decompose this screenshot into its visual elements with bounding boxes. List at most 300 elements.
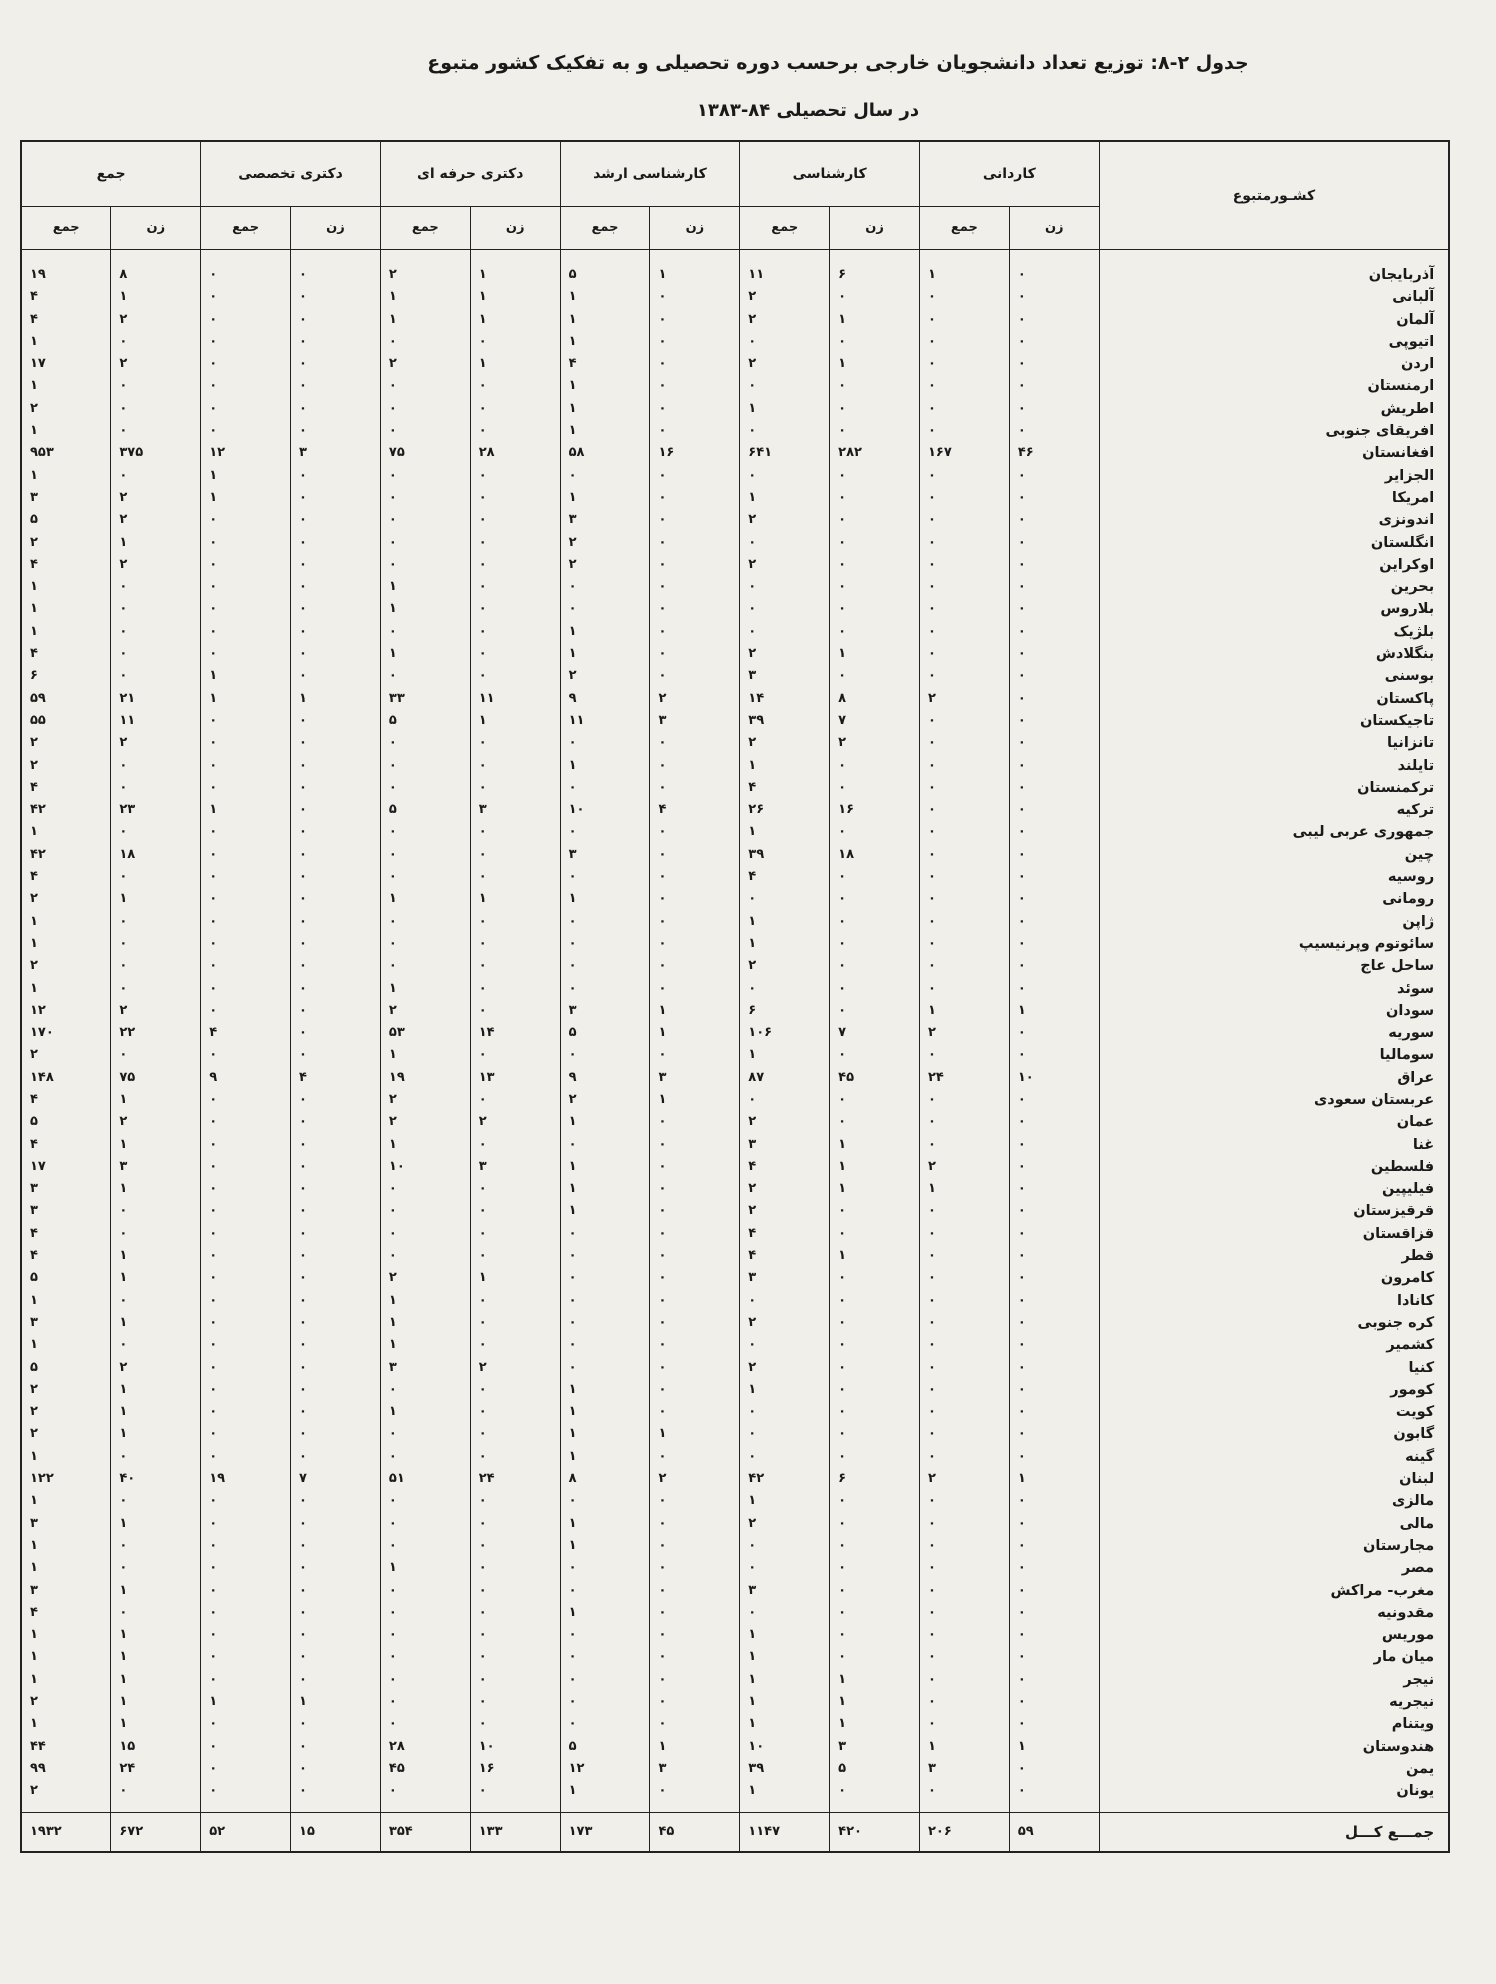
value-cell: ۱ — [560, 1602, 650, 1624]
value-cell: ۰ — [1009, 888, 1099, 910]
value-cell: ۰ — [650, 375, 740, 397]
value-cell: ۱ — [470, 353, 560, 375]
value-cell: ۰ — [291, 732, 381, 754]
total-cell: ۱۱۴۷ — [740, 1813, 830, 1853]
value-cell: ۰ — [830, 1557, 920, 1579]
value-cell: ۰ — [291, 598, 381, 620]
value-cell: ۰ — [470, 1780, 560, 1813]
value-cell: ۰ — [560, 1580, 650, 1602]
value-cell: ۰ — [650, 866, 740, 888]
value-cell: ۳ — [740, 1580, 830, 1602]
value-cell: ۰ — [201, 250, 291, 287]
value-cell: ۶۴۱ — [740, 442, 830, 464]
value-cell: ۲ — [21, 1423, 111, 1445]
value-cell: ۰ — [291, 621, 381, 643]
value-cell: ۰ — [380, 331, 470, 353]
country-name: مصر — [1099, 1557, 1449, 1579]
value-cell: ۰ — [111, 1535, 201, 1557]
value-cell: ۰ — [650, 1490, 740, 1512]
value-cell: ۳ — [291, 442, 381, 464]
table-row — [21, 1557, 1449, 1579]
value-cell: ۰ — [830, 554, 920, 576]
value-cell: ۵ — [21, 1111, 111, 1133]
value-cell: ۰ — [1009, 688, 1099, 710]
value-cell: ۱ — [380, 643, 470, 665]
value-cell: ۰ — [470, 866, 560, 888]
table-row — [21, 1646, 1449, 1668]
value-cell: ۰ — [470, 1134, 560, 1156]
value-cell: ۰ — [380, 1513, 470, 1535]
value-cell: ۰ — [1009, 554, 1099, 576]
country-name: ژاپن — [1099, 911, 1449, 933]
value-cell: ۲ — [919, 1468, 1009, 1490]
value-cell: ۲ — [740, 1357, 830, 1379]
value-cell: ۰ — [111, 1334, 201, 1356]
value-cell: ۰ — [201, 866, 291, 888]
value-cell: ۲ — [919, 1156, 1009, 1178]
value-cell: ۰ — [201, 1602, 291, 1624]
table-row — [21, 643, 1449, 665]
value-cell: ۱۸ — [111, 844, 201, 866]
value-cell: ۰ — [380, 375, 470, 397]
table-row — [21, 710, 1449, 732]
value-cell: ۳ — [560, 844, 650, 866]
value-cell: ۰ — [111, 398, 201, 420]
value-cell: ۴ — [21, 286, 111, 308]
value-cell: ۰ — [201, 1156, 291, 1178]
value-cell: ۰ — [291, 1646, 381, 1668]
value-cell: ۱ — [201, 799, 291, 821]
value-cell: ۰ — [291, 465, 381, 487]
value-cell: ۰ — [470, 1245, 560, 1267]
value-cell: ۰ — [919, 1780, 1009, 1813]
value-cell: ۰ — [470, 1669, 560, 1691]
value-cell: ۰ — [830, 331, 920, 353]
value-cell: ۰ — [919, 509, 1009, 531]
value-cell: ۰ — [201, 398, 291, 420]
value-cell: ۰ — [560, 1334, 650, 1356]
table-row — [21, 1111, 1449, 1133]
value-cell: ۱ — [21, 911, 111, 933]
value-cell: ۰ — [201, 911, 291, 933]
value-cell: ۰ — [111, 375, 201, 397]
value-cell: ۱ — [919, 250, 1009, 287]
value-cell: ۰ — [1009, 309, 1099, 331]
value-cell: ۰ — [650, 1044, 740, 1066]
country-name: اتیوپی — [1099, 331, 1449, 353]
value-cell: ۰ — [380, 1446, 470, 1468]
value-cell: ۱ — [560, 331, 650, 353]
value-cell: ۵۳ — [380, 1022, 470, 1044]
table-row — [21, 375, 1449, 397]
value-cell: ۱ — [380, 286, 470, 308]
value-cell: ۰ — [201, 1223, 291, 1245]
value-cell: ۱۲۲ — [21, 1468, 111, 1490]
value-cell: ۲ — [919, 1022, 1009, 1044]
value-cell: ۱ — [380, 978, 470, 1000]
value-cell: ۰ — [291, 532, 381, 554]
value-cell: ۰ — [919, 1557, 1009, 1579]
country-name: غنا — [1099, 1134, 1449, 1156]
table-row — [21, 465, 1449, 487]
value-cell: ۱۴ — [740, 688, 830, 710]
value-cell: ۰ — [111, 911, 201, 933]
value-cell: ۰ — [919, 398, 1009, 420]
country-name: اردن — [1099, 353, 1449, 375]
value-cell: ۰ — [919, 755, 1009, 777]
table-row — [21, 621, 1449, 643]
value-cell: ۱۹ — [21, 250, 111, 287]
value-cell: ۰ — [560, 911, 650, 933]
value-cell: ۰ — [650, 665, 740, 687]
value-cell: ۰ — [1009, 1357, 1099, 1379]
value-cell: ۳ — [470, 1156, 560, 1178]
value-cell: ۰ — [740, 1290, 830, 1312]
value-cell: ۱ — [560, 1401, 650, 1423]
value-cell: ۰ — [650, 398, 740, 420]
value-cell: ۰ — [201, 1669, 291, 1691]
value-cell: ۵ — [380, 799, 470, 821]
value-cell: ۱ — [21, 821, 111, 843]
country-name: تانزانیا — [1099, 732, 1449, 754]
value-cell: ۰ — [1009, 911, 1099, 933]
value-cell: ۱ — [560, 420, 650, 442]
value-cell: ۴ — [201, 1022, 291, 1044]
country-name: هندوستان — [1099, 1736, 1449, 1758]
value-cell: ۰ — [201, 1178, 291, 1200]
value-cell: ۱ — [560, 1423, 650, 1445]
value-cell: ۰ — [560, 465, 650, 487]
table-row — [21, 1758, 1449, 1780]
value-cell: ۲ — [470, 1357, 560, 1379]
value-cell: ۰ — [1009, 1022, 1099, 1044]
value-cell: ۰ — [830, 487, 920, 509]
value-cell: ۱ — [830, 643, 920, 665]
table-row — [21, 487, 1449, 509]
value-cell: ۰ — [1009, 487, 1099, 509]
value-cell: ۰ — [740, 1446, 830, 1468]
value-cell: ۰ — [380, 1223, 470, 1245]
value-cell: ۰ — [919, 777, 1009, 799]
value-cell: ۱ — [740, 821, 830, 843]
value-cell: ۰ — [1009, 1267, 1099, 1289]
value-cell: ۰ — [830, 1490, 920, 1512]
value-cell: ۰ — [291, 576, 381, 598]
value-cell: ۰ — [111, 777, 201, 799]
value-cell: ۱۹ — [201, 1468, 291, 1490]
value-cell: ۰ — [201, 643, 291, 665]
value-cell: ۳ — [21, 1580, 111, 1602]
country-name: مالی — [1099, 1513, 1449, 1535]
value-cell: ۹۹ — [21, 1758, 111, 1780]
value-cell: ۰ — [201, 331, 291, 353]
value-cell: ۰ — [740, 1602, 830, 1624]
value-cell: ۱۷۰ — [21, 1022, 111, 1044]
value-cell: ۱ — [111, 1245, 201, 1267]
value-cell: ۲ — [111, 353, 201, 375]
value-cell: ۵ — [21, 509, 111, 531]
value-cell: ۰ — [1009, 732, 1099, 754]
table-row — [21, 755, 1449, 777]
value-cell: ۱ — [830, 1245, 920, 1267]
country-name: عربستان سعودی — [1099, 1089, 1449, 1111]
value-cell: ۴۵ — [380, 1758, 470, 1780]
value-cell: ۰ — [919, 621, 1009, 643]
country-name: قزاقستان — [1099, 1223, 1449, 1245]
table-row — [21, 1000, 1449, 1022]
value-cell: ۱ — [560, 1513, 650, 1535]
value-cell: ۱ — [21, 1646, 111, 1668]
table-row — [21, 286, 1449, 308]
value-cell: ۰ — [201, 1111, 291, 1133]
value-cell: ۱ — [919, 1000, 1009, 1022]
value-cell: ۰ — [201, 1423, 291, 1445]
value-cell: ۷ — [830, 1022, 920, 1044]
country-name: مقدونیه — [1099, 1602, 1449, 1624]
value-cell: ۱۷ — [21, 1156, 111, 1178]
value-cell: ۴ — [740, 866, 830, 888]
value-cell: ۱ — [111, 1267, 201, 1289]
value-cell: ۰ — [111, 1223, 201, 1245]
value-cell: ۲ — [560, 554, 650, 576]
value-cell: ۲ — [111, 487, 201, 509]
value-cell: ۰ — [919, 866, 1009, 888]
value-cell: ۰ — [560, 955, 650, 977]
value-cell: ۰ — [740, 1089, 830, 1111]
value-cell: ۰ — [291, 1089, 381, 1111]
value-cell: ۰ — [291, 1156, 381, 1178]
table-row — [21, 1780, 1449, 1813]
value-cell: ۰ — [830, 509, 920, 531]
value-cell: ۱ — [470, 286, 560, 308]
value-cell: ۰ — [291, 1200, 381, 1222]
value-cell: ۵ — [21, 1267, 111, 1289]
country-name: بحرین — [1099, 576, 1449, 598]
country-name: قطر — [1099, 1245, 1449, 1267]
value-cell: ۰ — [291, 1044, 381, 1066]
value-cell: ۱ — [380, 1312, 470, 1334]
value-cell: ۰ — [560, 1624, 650, 1646]
value-cell: ۰ — [470, 1379, 560, 1401]
table-body — [21, 250, 1449, 1813]
value-cell: ۰ — [201, 1780, 291, 1813]
table-row — [21, 1713, 1449, 1735]
value-cell: ۰ — [1009, 353, 1099, 375]
value-cell: ۰ — [650, 1223, 740, 1245]
value-cell: ۰ — [830, 755, 920, 777]
value-cell: ۹ — [201, 1067, 291, 1089]
value-cell: ۰ — [201, 1557, 291, 1579]
table-row — [21, 1334, 1449, 1356]
value-cell: ۰ — [380, 1691, 470, 1713]
country-name: افریقای جنوبی — [1099, 420, 1449, 442]
value-cell: ۰ — [111, 1602, 201, 1624]
value-cell: ۱ — [560, 487, 650, 509]
value-cell: ۰ — [560, 1044, 650, 1066]
value-cell: ۰ — [470, 487, 560, 509]
value-cell: ۰ — [919, 1223, 1009, 1245]
value-cell: ۰ — [1009, 955, 1099, 977]
value-cell: ۰ — [560, 1490, 650, 1512]
value-cell: ۲۴ — [111, 1758, 201, 1780]
value-cell: ۰ — [470, 1178, 560, 1200]
value-cell: ۰ — [830, 665, 920, 687]
value-cell: ۱ — [111, 1713, 201, 1735]
value-cell: ۰ — [560, 1713, 650, 1735]
value-cell: ۰ — [291, 1758, 381, 1780]
value-cell: ۰ — [650, 1134, 740, 1156]
value-cell: ۰ — [830, 933, 920, 955]
value-cell: ۰ — [470, 532, 560, 554]
value-cell: ۰ — [470, 1290, 560, 1312]
table-row — [21, 598, 1449, 620]
value-cell: ۰ — [650, 1535, 740, 1557]
value-cell: ۰ — [291, 844, 381, 866]
value-cell: ۱۵ — [111, 1736, 201, 1758]
value-cell: ۰ — [380, 755, 470, 777]
value-cell: ۴۲ — [740, 1468, 830, 1490]
value-cell: ۰ — [560, 866, 650, 888]
value-cell: ۰ — [291, 398, 381, 420]
table-row — [21, 1446, 1449, 1468]
value-cell: ۰ — [1009, 1446, 1099, 1468]
value-cell: ۴ — [560, 353, 650, 375]
value-cell: ۰ — [1009, 866, 1099, 888]
value-cell: ۱ — [1009, 1000, 1099, 1022]
country-name: عراق — [1099, 1067, 1449, 1089]
value-cell: ۰ — [560, 933, 650, 955]
value-cell: ۳ — [740, 665, 830, 687]
value-cell: ۵۹ — [21, 688, 111, 710]
country-name: لبنان — [1099, 1468, 1449, 1490]
value-cell: ۱ — [740, 755, 830, 777]
value-cell: ۱ — [830, 1134, 920, 1156]
value-cell: ۰ — [650, 1513, 740, 1535]
value-cell: ۰ — [919, 1134, 1009, 1156]
value-cell: ۱ — [560, 1200, 650, 1222]
value-cell: ۲ — [21, 1379, 111, 1401]
value-cell: ۰ — [201, 888, 291, 910]
value-cell: ۰ — [470, 465, 560, 487]
value-cell: ۰ — [650, 1156, 740, 1178]
value-cell: ۰ — [470, 643, 560, 665]
value-cell: ۰ — [1009, 1602, 1099, 1624]
header-total: جمع — [919, 207, 1009, 250]
value-cell: ۰ — [740, 621, 830, 643]
total-label: جمـــع کـــل — [1099, 1813, 1449, 1853]
value-cell: ۱ — [470, 309, 560, 331]
value-cell: ۱ — [380, 598, 470, 620]
country-name: سوریه — [1099, 1022, 1449, 1044]
value-cell: ۰ — [1009, 1557, 1099, 1579]
value-cell: ۰ — [830, 955, 920, 977]
header-woman: زن — [291, 207, 381, 250]
value-cell: ۰ — [380, 1646, 470, 1668]
value-cell: ۲ — [21, 755, 111, 777]
value-cell: ۱ — [830, 353, 920, 375]
value-cell: ۰ — [1009, 1089, 1099, 1111]
value-cell: ۰ — [380, 532, 470, 554]
table-row — [21, 821, 1449, 843]
value-cell: ۰ — [830, 576, 920, 598]
value-cell: ۰ — [380, 955, 470, 977]
value-cell: ۰ — [1009, 1780, 1099, 1813]
value-cell: ۱ — [560, 755, 650, 777]
value-cell: ۰ — [291, 1736, 381, 1758]
value-cell: ۰ — [740, 888, 830, 910]
value-cell: ۱ — [740, 1780, 830, 1813]
value-cell: ۰ — [111, 420, 201, 442]
value-cell: ۰ — [830, 1423, 920, 1445]
value-cell: ۱ — [830, 1691, 920, 1713]
value-cell: ۰ — [830, 1044, 920, 1066]
value-cell: ۱ — [560, 888, 650, 910]
value-cell: ۰ — [919, 1200, 1009, 1222]
value-cell: ۰ — [650, 1178, 740, 1200]
value-cell: ۰ — [1009, 799, 1099, 821]
value-cell: ۸ — [830, 688, 920, 710]
value-cell: ۲ — [111, 1111, 201, 1133]
value-cell: ۱ — [21, 375, 111, 397]
header-group-professional-doctorate: دکتری حرفه ای — [380, 141, 560, 207]
value-cell: ۱ — [740, 1044, 830, 1066]
value-cell: ۰ — [650, 1267, 740, 1289]
value-cell: ۲ — [21, 398, 111, 420]
value-cell: ۲ — [740, 1513, 830, 1535]
value-cell: ۲ — [111, 309, 201, 331]
value-cell: ۰ — [111, 465, 201, 487]
value-cell: ۰ — [380, 665, 470, 687]
table-row — [21, 1580, 1449, 1602]
value-cell: ۲ — [380, 353, 470, 375]
value-cell: ۰ — [201, 1312, 291, 1334]
value-cell: ۰ — [1009, 420, 1099, 442]
country-name: انگلستان — [1099, 532, 1449, 554]
value-cell: ۰ — [560, 1557, 650, 1579]
value-cell: ۵ — [380, 710, 470, 732]
value-cell: ۴ — [21, 777, 111, 799]
table-row — [21, 1134, 1449, 1156]
value-cell: ۰ — [1009, 1178, 1099, 1200]
value-cell: ۳۷۵ — [111, 442, 201, 464]
value-cell: ۰ — [470, 1713, 560, 1735]
value-cell: ۰ — [830, 888, 920, 910]
value-cell: ۰ — [650, 978, 740, 1000]
value-cell: ۰ — [470, 1423, 560, 1445]
value-cell: ۰ — [830, 1379, 920, 1401]
value-cell: ۰ — [1009, 1423, 1099, 1445]
value-cell: ۰ — [650, 821, 740, 843]
value-cell: ۰ — [919, 1535, 1009, 1557]
value-cell: ۰ — [111, 1490, 201, 1512]
country-name: سودان — [1099, 1000, 1449, 1022]
value-cell: ۵ — [21, 1357, 111, 1379]
value-cell: ۲ — [740, 286, 830, 308]
value-cell: ۱ — [740, 1713, 830, 1735]
value-cell: ۰ — [1009, 1245, 1099, 1267]
value-cell: ۰ — [201, 1624, 291, 1646]
value-cell: ۰ — [470, 933, 560, 955]
table-row — [21, 554, 1449, 576]
value-cell: ۶ — [830, 1468, 920, 1490]
header-country: کشـورمتبوع — [1099, 141, 1449, 250]
value-cell: ۵ — [830, 1758, 920, 1780]
value-cell: ۰ — [830, 420, 920, 442]
table-row — [21, 331, 1449, 353]
value-cell: ۲ — [380, 250, 470, 287]
value-cell: ۰ — [380, 1178, 470, 1200]
value-cell: ۰ — [380, 1200, 470, 1222]
